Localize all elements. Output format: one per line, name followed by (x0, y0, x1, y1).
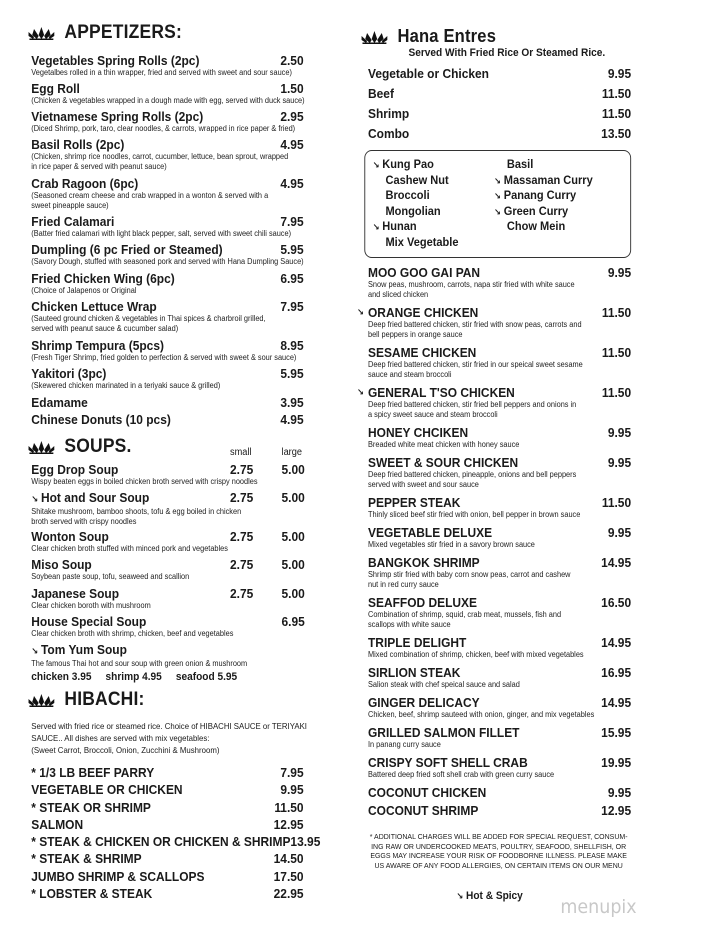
style-options-left: ↘ Kung Pao Cashew Nut Broccoli Mongolian ↘ Hunan Mix Vegetable (372, 157, 459, 249)
item-name: Japanese Soup (31, 586, 120, 601)
hot-spicy-icon: ↘ (456, 891, 464, 901)
item-name: Chinese Donuts (10 pcs) (31, 412, 171, 427)
entree-base-item (368, 124, 631, 144)
price-small: 2.75 (230, 586, 254, 601)
item-name: HONEY CHCIKEN (368, 425, 469, 440)
item-name: PEPPER STEAK (368, 495, 461, 510)
item-price: 9.95 (607, 66, 632, 81)
item-price: 2.95 (280, 109, 304, 124)
soup-item (31, 642, 303, 669)
item-name: House Special Soup (31, 614, 147, 629)
hot-spicy-icon: ↘ (356, 307, 364, 317)
item-name: COCONUT SHRIMP (368, 803, 479, 818)
menu-item (31, 271, 303, 296)
item-price: 9.95 (607, 425, 632, 440)
soup-item (31, 614, 303, 639)
entrees-base-list (368, 64, 631, 144)
item-price: 14.95 (601, 635, 632, 650)
entree-item (356, 385, 632, 420)
lotus-icon (28, 693, 56, 707)
item-name: GRILLED SALMON FILLET (368, 725, 520, 740)
item-description: Deep fried battered chicken, stir fried bell peppers and onions in a spicy sweet sauce and steam broccoli (368, 400, 577, 419)
item-price: 14.95 (601, 695, 632, 710)
price-small: 2.75 (230, 529, 254, 544)
item-description: Thinly sliced beef stir fried with onion, bell pepper in brown sauce (368, 510, 581, 519)
entree-item (368, 785, 631, 800)
item-description: The famous Thai hot and sour soup with green onion & mushroom (31, 659, 248, 668)
entree-item (368, 555, 631, 590)
price-large: 6.95 (281, 614, 305, 629)
item-name: VEGETABLE OR CHICKEN (31, 782, 183, 798)
hibachi-item (31, 765, 303, 782)
soup-item (31, 462, 303, 487)
item-name: Shrimp Tempura (5pcs) (31, 338, 164, 353)
lotus-icon (28, 26, 56, 40)
entree-item (368, 695, 631, 720)
item-description: (Batter fried calamari with light black pepper, salt, served with sweet chili sauce) (31, 229, 292, 238)
hibachi-item (31, 886, 303, 903)
item-name: * STEAK OR SHRIMP (31, 799, 151, 815)
item-name: Fried Calamari (31, 214, 115, 229)
item-description: Soybean paste soup, tofu, seaweed and scallion (31, 572, 190, 581)
hot-spicy-icon: ↘ (31, 646, 39, 656)
item-price: 11.50 (601, 345, 632, 360)
item-description: (Chicken & vegetables wrapped in a dough made with egg, served with duck sauce) (31, 96, 305, 105)
item-name: * STEAK & CHICKEN OR CHICKEN & SHRIMP (31, 834, 291, 850)
item-name: Egg Roll (31, 81, 80, 96)
hot-spicy-icon: ↘ (494, 206, 501, 217)
item-name: Shrimp (368, 106, 410, 121)
item-description: Wispy beaten eggs in boiled chicken broth served with crispy noodles (31, 477, 258, 486)
item-description: Clear chicken broth stuffed with minced pork and vegetables (31, 544, 228, 553)
item-name: Combo (368, 126, 410, 141)
entree-item (368, 265, 631, 300)
item-name: Crab Ragoon (6pc) (31, 176, 139, 191)
lotus-icon (28, 440, 56, 454)
item-name: * STEAK & SHRIMP (31, 851, 142, 867)
item-name: Vegetable or Chicken (368, 66, 489, 81)
hibachi-item (31, 869, 303, 886)
food-safety-notice: * ADDITIONAL CHARGES WILL BE ADDED FOR SPECIAL REQUEST, CONSUM- ING RAW OR UNDERCOOKED MEATS, POULTRY, SEAFOOD, SHELLFISH, OR EGGS MAY INCREASE YOUR RISK OF FOODBORNE ILLNESS. PLEASE MAKE US AWARE OF ANY FOOD ALLERGIES, ON CERTAIN ITEMS ON OUR MENU (369, 832, 628, 870)
item-price: 13.95 (290, 834, 321, 850)
entree-item (368, 345, 631, 380)
hot-spicy-icon: ↘ (494, 175, 501, 186)
style-options-box (364, 150, 631, 258)
menu-item (31, 366, 303, 391)
item-description: Shitake mushroom, bamboo shoots, tofu & egg boiled in chicken broth served with crispy noodles (31, 507, 242, 526)
hibachi-item (31, 817, 303, 834)
item-description: Mixed combination of shrimp, chicken, beef with mixed vegetables (368, 650, 584, 659)
menu-item (31, 109, 303, 134)
item-price: 16.50 (601, 595, 632, 610)
entree-item (368, 725, 631, 750)
price-large: 5.00 (281, 529, 305, 544)
item-name: Yakitori (3pc) (31, 366, 107, 381)
entree-item (368, 525, 631, 550)
hibachi-item (31, 834, 321, 851)
item-description: Deep fried battered chicken, pineapple, onions and bell peppers served with sweet and sour sauce (368, 470, 577, 489)
tom-yum-prices: chicken 3.95 shrimp 4.95 seafood 5.95 (31, 671, 238, 683)
hibachi-item (31, 851, 303, 868)
item-name: VEGETABLE DELUXE (368, 525, 493, 540)
item-price: 4.95 (280, 176, 304, 191)
item-name: GINGER DELICACY (368, 695, 480, 710)
menu-item (31, 214, 303, 239)
item-description: (Savory Dough, stuffed with seasoned pork and served with Hana Dumpling Sauce) (31, 257, 304, 266)
item-price: 3.95 (280, 395, 304, 410)
menu-item (31, 299, 303, 334)
hibachi-list (31, 765, 321, 903)
item-description: (Diced Shrimp, pork, taro, clear noodles, & carrots, wrapped in rice paper & fried) (31, 124, 296, 133)
item-name: SWEET & SOUR CHICKEN (368, 455, 519, 470)
entree-base-item (368, 64, 631, 84)
soup-item (31, 529, 303, 554)
hibachi-heading: HIBACHI: (28, 689, 145, 711)
item-name: COCONUT CHICKEN (368, 785, 487, 800)
item-price: 13.50 (601, 126, 632, 141)
item-price: 5.95 (280, 242, 304, 257)
entree-item (368, 455, 631, 490)
price-large: 5.00 (281, 490, 305, 505)
item-name: Hot and Sour Soup (40, 490, 150, 505)
item-description: (Chicken, shrimp rice noodles, carrot, cucumber, lettuce, bean sprout, wrapped in rice paper & served with peanut sauce) (31, 152, 289, 171)
menu-item (31, 176, 303, 211)
item-description: Clear chicken broth with shrimp, chicken, beef and vegetables (31, 629, 234, 638)
hibachi-item (31, 782, 303, 799)
appetizers-heading: APPETIZERS: (28, 22, 182, 44)
item-name: Tom Yum Soup (40, 642, 127, 657)
item-name: * LOBSTER & STEAK (31, 886, 153, 902)
item-price: 11.50 (274, 799, 304, 815)
entree-item (368, 803, 631, 818)
price-small: 2.75 (230, 462, 254, 477)
item-description: In panang curry sauce (368, 740, 441, 749)
item-price: 1.50 (280, 81, 304, 96)
item-name: Fried Chicken Wing (6pc) (31, 271, 175, 286)
soup-item (31, 557, 303, 582)
item-name: BANGKOK SHRIMP (368, 555, 480, 570)
item-name: Wonton Soup (31, 529, 109, 544)
entree-item (368, 425, 631, 450)
item-name: Vietnamese Spring Rolls (2pc) (31, 109, 204, 124)
price-large: 5.00 (281, 462, 305, 477)
hot-spicy-icon: ↘ (31, 494, 39, 504)
entree-item (368, 635, 631, 660)
item-price: 19.95 (601, 755, 632, 770)
entree-base-item (368, 84, 631, 104)
menu-item (31, 412, 303, 427)
item-price: 11.50 (601, 106, 632, 121)
entree-item (368, 595, 631, 630)
lotus-icon (361, 30, 389, 44)
price-small: 2.75 (230, 490, 254, 505)
item-description: Mixed vegetables stir fried in a savory brown sauce (368, 540, 535, 549)
item-price: 11.50 (601, 86, 632, 101)
soup-col-small: small (230, 447, 252, 458)
price-large: 5.00 (281, 586, 305, 601)
item-description: (Skewered chicken marinated in a teriyaki sauce & grilled) (31, 381, 221, 390)
menu-item (31, 338, 303, 363)
item-description: Snow peas, mushroom, carrots, napa stir fried with white sauce and sliced chicken (368, 280, 575, 299)
item-price: 4.95 (280, 137, 304, 152)
item-name: SESAME CHICKEN (368, 345, 477, 360)
item-name: ORANGE CHICKEN (368, 305, 479, 320)
item-price: 5.95 (280, 366, 304, 381)
hot-spicy-icon: ↘ (356, 387, 364, 397)
item-price: 7.95 (280, 299, 304, 314)
menu-item (31, 395, 303, 410)
item-price: 4.95 (280, 412, 304, 427)
item-name: Miso Soup (31, 557, 92, 572)
item-name: Dumpling (6 pc Fried or Steamed) (31, 242, 223, 257)
menu-item (31, 242, 303, 267)
soups-heading: SOUPS. (28, 436, 132, 458)
item-price: 12.95 (601, 803, 632, 818)
item-name: Chicken Lettuce Wrap (31, 299, 157, 314)
entree-item (368, 665, 631, 690)
hibachi-note: Served with fried rice or steamed rice. Choice of HIBACHI SAUCE or TERIYAKI SAUCE.. All dishes are served with mix vegetables: (Sweet Carrot, Broccoli, Onion, Zucchini & Mushroom) (31, 721, 307, 755)
entree-base-item (368, 104, 631, 124)
item-name: CRISPY SOFT SHELL CRAB (368, 755, 528, 770)
item-price: 9.95 (607, 785, 632, 800)
item-description: (Choice of Jalapenos or Original (31, 286, 137, 295)
item-price: 9.95 (607, 455, 632, 470)
item-description: Combination of shrimp, squid, crab meat, mussels, fish and scallops with white sauce (368, 610, 562, 629)
item-name: * 1/3 LB BEEF PARRY (31, 765, 155, 780)
hot-spicy-icon: ↘ (372, 160, 380, 170)
watermark: menupix (560, 896, 637, 918)
item-price: 2.50 (280, 53, 304, 68)
item-name: GENERAL T'SO CHICKEN (368, 385, 515, 400)
item-price: 14.95 (601, 555, 632, 570)
item-description: Deep fried battered chicken, stir fried with snow peas, carrots and bell peppers in orange sauce (368, 320, 582, 339)
item-name: Beef (368, 86, 394, 101)
item-name: TRIPLE DELIGHT (368, 635, 467, 650)
entree-item (356, 305, 632, 340)
entrees-heading: Hana Entres (361, 26, 496, 47)
item-price: 8.95 (280, 338, 304, 353)
item-price: 22.95 (273, 886, 304, 902)
item-name: JUMBO SHRIMP & SCALLOPS (31, 868, 205, 884)
item-name: MOO GOO GAI PAN (368, 265, 481, 280)
hot-spicy-icon: ↘ (372, 222, 380, 232)
item-name: SALMON (31, 816, 84, 832)
menu-item (31, 137, 303, 172)
item-name: Vegetables Spring Rolls (2pc) (31, 53, 200, 68)
item-name: Basil Rolls (2pc) (31, 137, 125, 152)
item-price: 6.95 (280, 271, 304, 286)
item-price: 16.95 (601, 665, 632, 680)
item-price: 7.95 (280, 214, 304, 229)
item-description: (Seasoned cream cheese and crab wrapped in a wonton & served with a sweet pineapple sauce) (31, 191, 269, 210)
item-price: 11.50 (601, 305, 632, 320)
soup-item (31, 490, 303, 527)
soup-item (31, 586, 303, 611)
entree-item (368, 495, 631, 520)
item-description: Deep fried battered chicken, stir fried in our speical sweet sesame sauce and steam broccoli (368, 360, 583, 379)
item-price: 9.95 (280, 782, 304, 798)
item-price: 14.50 (273, 851, 304, 867)
item-name: SIRLION STEAK (368, 665, 461, 680)
item-description: (Sauteed ground chicken & vegetables in Thai spices & charbroil grilled, served with peanut sauce & cucumber salad) (31, 314, 266, 333)
hibachi-item (31, 800, 303, 817)
entrees-subtitle: Served With Fried Rice Or Steamed Rice. (408, 47, 606, 59)
price-large: 5.00 (281, 557, 305, 572)
hot-spicy-icon: ↘ (494, 191, 501, 201)
item-description: (Fresh Tiger Shrimp, fried golden to perfection & served with sweet & sour sauce) (31, 353, 297, 362)
item-price: 12.95 (273, 816, 304, 832)
item-name: SEAFFOD DELUXE (368, 595, 477, 610)
item-name: Egg Drop Soup (31, 462, 119, 477)
item-description: Salion steak with chef speical sauce and salad (368, 680, 520, 689)
item-price: 11.50 (601, 385, 632, 400)
item-price: 7.95 (280, 765, 304, 780)
entree-item (368, 755, 631, 780)
item-price: 11.50 (601, 495, 632, 510)
item-description: Chicken, beef, shrimp sauteed with onion, ginger, and mix vegetables (368, 710, 595, 719)
item-price: 15.95 (601, 725, 632, 740)
soup-col-large: large (281, 447, 302, 458)
item-description: Vegetalbes rolled in a thin wrapper, fried and served with sweet and sour sauce) (31, 68, 292, 77)
price-small: 2.75 (230, 557, 254, 572)
item-description: Clear chicken boroth with mushroom (31, 601, 151, 610)
item-description: Shrimp stir fried with baby corn snow peas, carrot and cashew nut in red curry sauce (368, 570, 571, 589)
style-options-right: Basil ↘ Massaman Curry ↘ Panang Curry ↘ Green Curry Chow Mein (494, 157, 593, 233)
item-name: Edamame (31, 395, 88, 410)
item-description: Breaded white meat chicken with honey sauce (368, 440, 520, 449)
item-price: 9.95 (607, 525, 632, 540)
item-price: 17.50 (273, 868, 304, 884)
hot-spicy-legend: ↘ Hot & Spicy (456, 890, 523, 902)
menu-item (31, 53, 303, 78)
item-description: Battered deep fried soft shell crab with green curry sauce (368, 770, 555, 779)
item-price: 9.95 (607, 265, 632, 280)
menu-item (31, 81, 303, 106)
